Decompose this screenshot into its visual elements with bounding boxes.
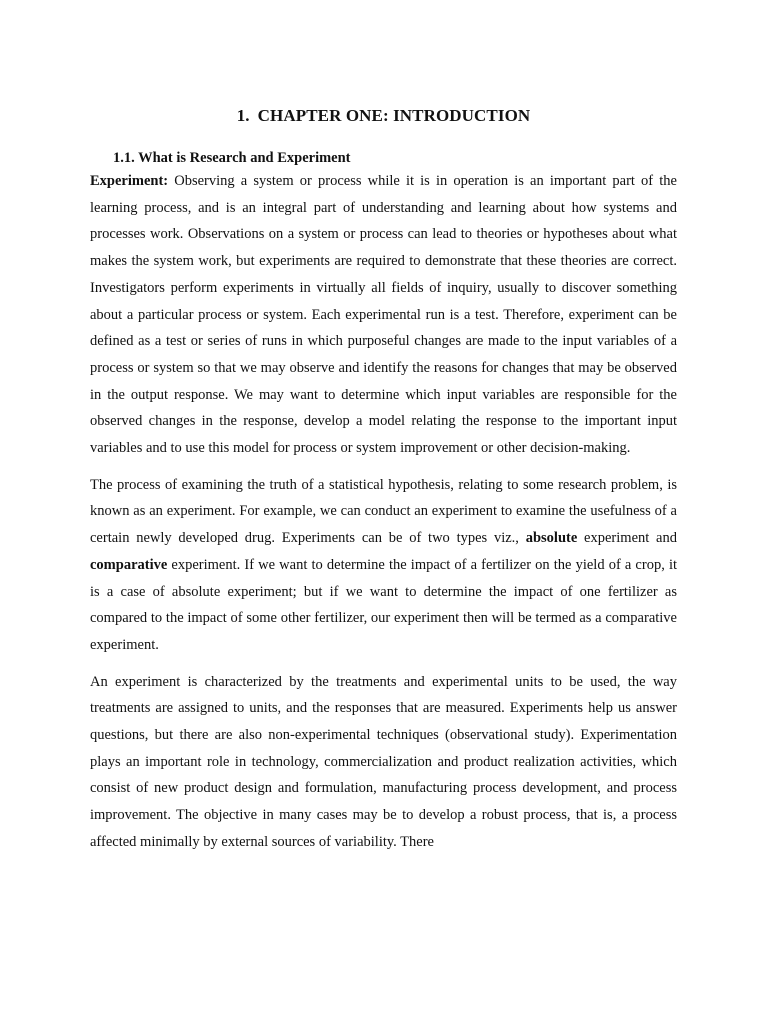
comparative-term: comparative <box>90 556 168 573</box>
chapter-heading <box>90 98 677 134</box>
absolute-term: absolute <box>525 530 578 547</box>
paragraph-experiment-characteristics: An experiment is characterized by the treatments and experimental units to be used, the way treatments are assigned to units, and the responses that are measured. Experiments help us answer questions, but there are also non-experimental techniques (observational study). Experimentation plays an important role in technology, commercialization and product realization activities, which consist of new product design and formulation, manufacturing process development, and process improvement. The objective in many cases may be to develop a robust process, that is, a process affected minimally by external sources of variability. There <box>90 673 677 850</box>
chapter-number: 1. <box>236 106 250 125</box>
experiment-term: Experiment: <box>90 173 169 189</box>
chapter-title: CHAPTER ONE: INTRODUCTION <box>257 106 531 125</box>
paragraph-experiment-types <box>90 472 677 659</box>
paragraph-text: The process of examining the truth of a statistical hypothesis, relating to some research problem, is known as an experiment. For example, we can conduct an experiment to examine the usefulness of a certain newly developed drug. Experiments can be of two types viz., <box>90 476 677 547</box>
paragraph-experiment-definition <box>90 168 677 462</box>
paragraph-text: Observing a system or process while it is in operation is an important part of the learning process, and is an integral part of understanding and learning about how systems and processes work. Observations on a system or process can lead to theories or hypotheses about what makes the system work, but experiments are required to demonstrate that these theories are correct. Investigators perform experiments in virtually all fields of inquiry, usually to discover something about a particular process or system. Each experimental run is a test. Therefore, experiment can be defined as a test or series of runs in which purposeful changes are made to the input variables of a process or system so that we may observe and identify the reasons for changes that may be observed in the output response. We may want to determine which input variables are responsible for the observed changes in the response, develop a model relating the response to the important input variables and to use this model for process or system improvement or other decision-making. <box>90 173 677 457</box>
document-page <box>90 98 677 856</box>
paragraph-text: experiment and <box>577 530 677 547</box>
paragraph-text: experiment. If we want to determine the impact of a fertilizer on the yield of a crop, it is a case of absolute experiment; but if we want to determine the impact of one fertilizer as compared to the impact of some other fertilizer, our experiment then will be termed as a comparative experiment. <box>90 556 677 653</box>
section-heading: 1.1. What is Research and Experiment <box>113 150 351 166</box>
